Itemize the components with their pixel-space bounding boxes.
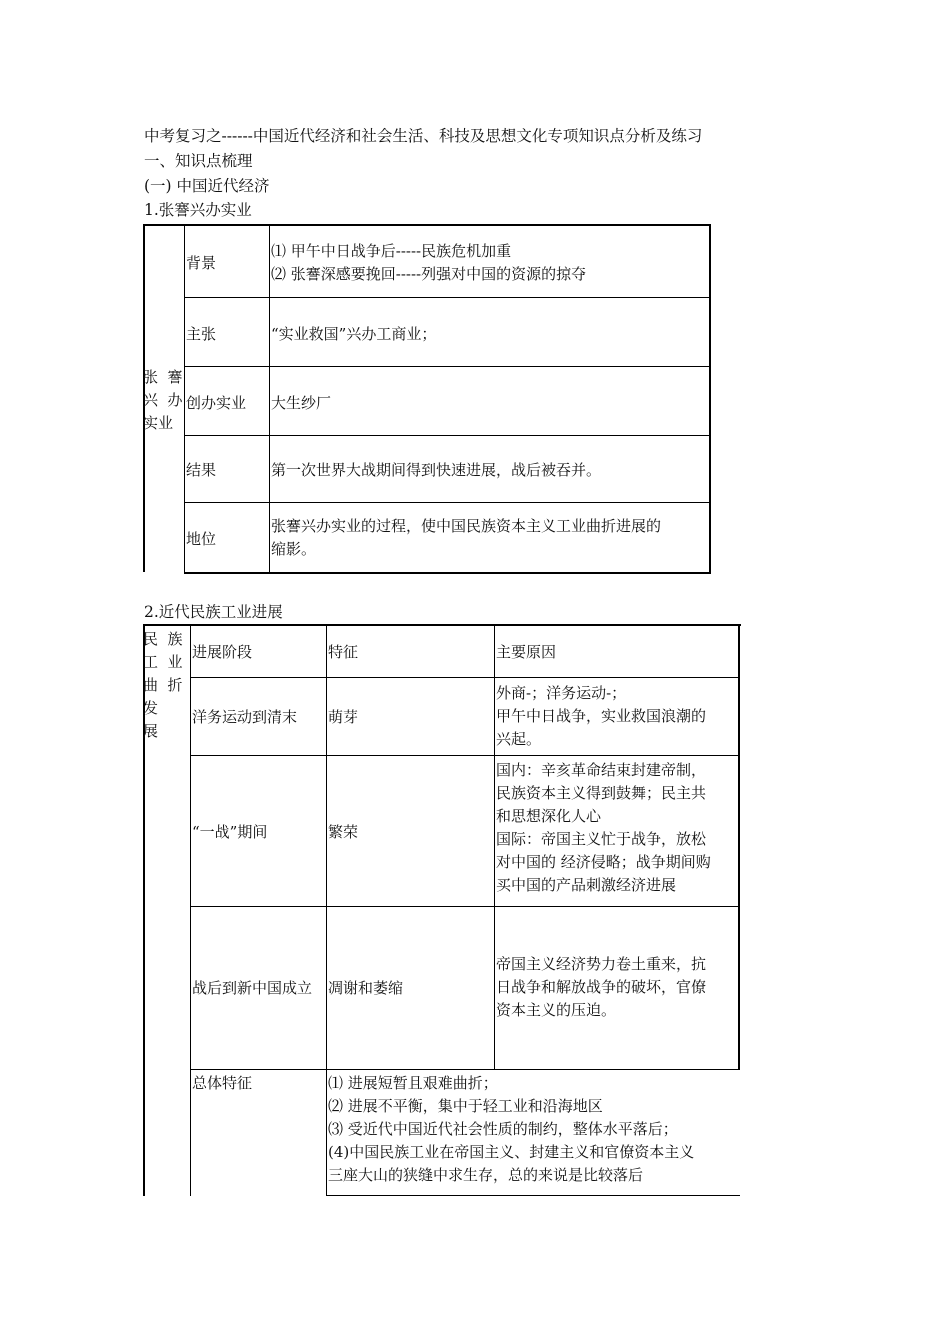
table2-stage: 洋务运动到清末 <box>192 708 298 726</box>
table2-feature: 繁荣 <box>328 823 359 841</box>
section-heading: 一、知识点梳理 <box>144 152 253 170</box>
table2-summary-label: 总体特征 <box>192 1074 253 1092</box>
table1-row-content: 张謇兴办实业的过程，使中国民族资本主义工业曲折进展的 缩影。 <box>271 517 662 558</box>
table1-row-content: “实业救国”兴办工商业； <box>271 325 437 343</box>
table1-side-label: 张 謇 兴 办 实业 <box>143 368 183 432</box>
topic-heading-1: 1.张謇兴办实业 <box>144 201 252 219</box>
table2-stage: “一战”期间 <box>192 823 268 841</box>
document-title: 中考复习之------中国近代经济和社会生活、科技及思想文化专项知识点分析及练习 <box>144 127 703 145</box>
table1-row-label: 结果 <box>186 461 217 479</box>
table2-reason: 国内：辛亥革命结束封建帝制， 民族资本主义得到鼓舞；民主共 和思想深化人心 国际：帝国主义忙于战争，放松 对中国的 经济侵略；战争期间购 买中国的产品刺激经济进展 <box>496 761 711 894</box>
table1-row-content: 大生纱厂 <box>271 394 332 412</box>
table1-row-label: 创办实业 <box>186 394 247 412</box>
table1-row-label: 主张 <box>186 325 217 343</box>
subsection-heading: (一) 中国近代经济 <box>144 177 270 195</box>
table2-header-reason: 主要原因 <box>496 643 557 661</box>
table1-row-label: 背景 <box>186 254 217 272</box>
table2-stage: 战后到新中国成立 <box>192 979 313 997</box>
table2-header-feature: 特征 <box>328 643 359 661</box>
table2-summary: ⑴ 进展短暂且艰难曲折； ⑵ 进展不平衡，集中于轻工业和沿海地区 ⑶ 受近代中国近代社会性质的制约，整体水平落后； (4)中国民族工业在帝国主义、封建主义和官僚资本主义 三座大山的狭缝中求生存，总的来说是比较落后 <box>328 1074 695 1184</box>
table2-side-label: 民 族 工 业 曲 折 发 展 <box>143 630 183 740</box>
table2-header-stage: 进展阶段 <box>192 643 253 661</box>
table2-feature: 凋谢和萎缩 <box>328 979 404 997</box>
table1-row-content: ⑴ 甲午中日战争后-----民族危机加重 ⑵ 张謇深感要挽回-----列强对中国的资源的掠夺 <box>271 242 587 283</box>
table2-reason: 外商-；洋务运动-； 甲午中日战争，实业救国浪潮的 兴起。 <box>496 684 707 748</box>
table1-row-content: 第一次世界大战期间得到快速进展，战后被吞并。 <box>271 461 602 479</box>
topic-heading-2: 2.近代民族工业进展 <box>144 603 283 621</box>
table2-feature: 萌芽 <box>328 708 359 726</box>
table1-row-label: 地位 <box>186 530 217 548</box>
table2-reason: 帝国主义经济势力卷土重来，抗 日战争和解放战争的破坏，官僚 资本主义的压迫。 <box>496 955 707 1019</box>
